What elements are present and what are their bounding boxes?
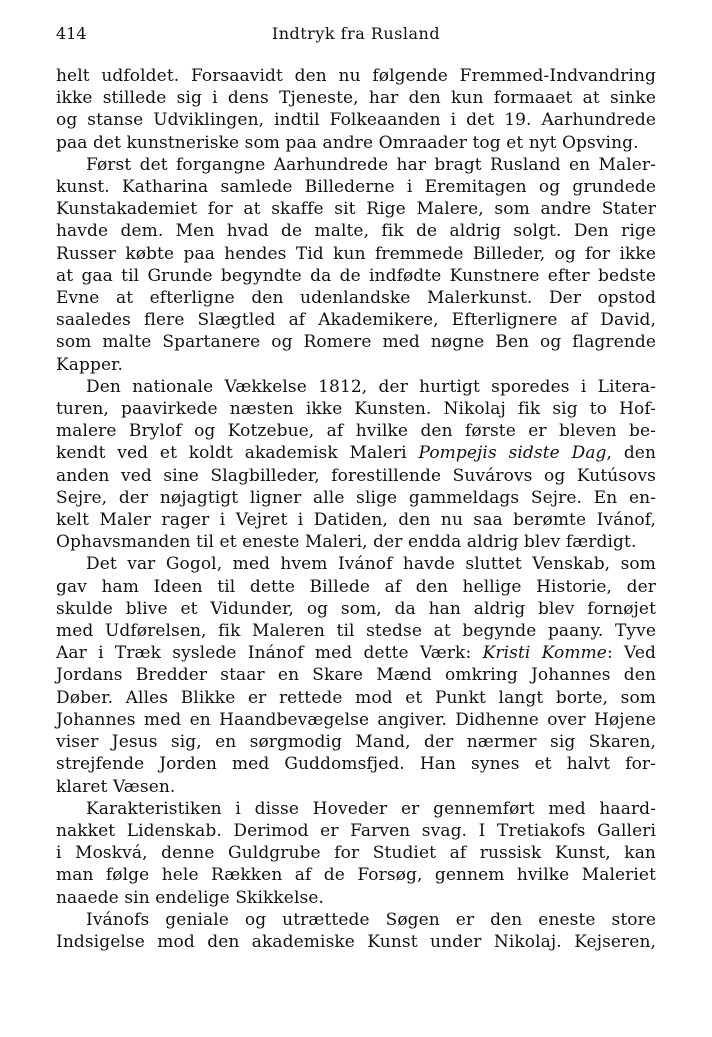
paragraph [56,154,656,376]
text-line: Det var Gogol, med hvem Ivánof havde sluttet Venskab, som [86,554,656,575]
running-title: Indtryk fra Rusland [271,24,441,43]
text-line: som malte Spartanere og Romere med nøgne Ben og flagrende [56,332,656,353]
text-line: viser Jesus sig, en sørgmodig Mand, der nærmer sig Skaren, [56,732,656,753]
text-line: Kapper. [56,354,124,375]
text-line: Døber. Alles Blikke er rettede mod et Punkt langt borte, som [56,687,656,708]
text-line: Ivánofs geniale og utrættede Søgen er den eneste store [86,909,656,930]
text-line: Johannes med en Haandbevægelse angiver. Didhenne over Højene [56,709,656,730]
paragraph [56,65,656,154]
text-line: ikke stillede sig i dens Tjeneste, har den kun formaaet at sinke [56,88,656,109]
text-line: Evne at efterligne den udenlandske Malerkunst. Der opstod [56,288,656,309]
text-line: Jordans Bredder staar en Skare Mænd omkring Johannes den [56,665,656,686]
text-line: i Moskvá, denne Guldgrube for Studiet af russisk Kunst, kan [56,843,656,864]
page-header [56,24,656,48]
text-line: strejfende Jorden med Guddomsfjed. Han synes et halvt for- [56,754,656,775]
text-line: med Udførelsen, fik Maleren til stedse at begynde paany. Tyve [56,621,656,642]
text-line: anden ved sine Slagbilleder, forestillende Suvárovs og Kutúsovs [56,465,656,486]
italic-title: Kristi Komme [482,643,607,664]
text-line: og stanse Udviklingen, indtil Folkeaanden i det 19. Aarhundrede [56,110,656,131]
text-line: kendt ved et koldt akademisk Maleri Pompejis sidste Dag, den [56,443,657,464]
text-line: saaledes flere Slægtled af Akademikere, Efterlignere af David, [56,310,656,331]
italic-title: Pompejis sidste Dag [418,443,607,464]
text-line: Kunstakademiet for at skaffe sit Rige Malere, som andre Stater [56,199,656,220]
text-line: Først det forgangne Aarhundrede har bragt Rusland en Maler- [86,154,656,175]
text-line: malere Brylof og Kotzebue, af hvilke den første er bleven be- [56,421,656,442]
text-line: Karakteristiken i disse Hoveder er gennemført med haard- [86,798,656,819]
text-line: nakket Lidenskab. Derimod er Farven svag. I Tretiakofs Galleri [56,820,656,841]
text-line: turen, paavirkede næsten ikke Kunsten. Nikolaj fik sig to Hof- [56,399,656,420]
text-line: Ophavsmanden til et eneste Maleri, der endda aldrig blev færdigt. [56,532,637,553]
paragraph [56,798,656,909]
text-line: Indsigelse mod den akademiske Kunst under Nikolaj. Kejseren, [56,931,656,952]
text-line: at gaa til Grunde begyndte da de indfødte Kunstnere efter bedste [56,265,656,286]
text-line: paa det kunstneriske som paa andre Omraader tog et nyt Opsving. [56,132,639,153]
text-line: skulde blive et Vidunder, og som, da han aldrig blev fornøjet [56,598,656,619]
text-line: naaede sin endelige Skikkelse. [56,887,324,908]
text-line: havde dem. Men hvad de malte, fik de aldrig solgt. Den rige [56,221,656,242]
text-line: Den nationale Vækkelse 1812, der hurtigt sporedes i Litera- [86,376,656,397]
text-line: helt udfoldet. Forsaavidt den nu følgende Fremmed-Indvandring [56,66,656,86]
text-line: klaret Væsen. [56,776,176,797]
page-number: 414 [56,24,87,43]
text-line: Sejre, der nøjagtigt ligner alle slige gammeldags Sejre. En en- [56,487,656,508]
paragraph [56,376,656,554]
body-text [56,65,656,953]
text-line: man følge hele Rækken af de Forsøg, gennem hvilke Maleriet [56,865,656,886]
text-line: gav ham Ideen til dette Billede af den hellige Historie, der [56,576,656,597]
text-line: kelt Maler rager i Vejret i Datiden, den nu saa berømte Ivánof, [56,510,656,531]
text-line: Russer købte paa hendes Tid kun fremmede Billeder, og for ikke [56,243,656,264]
text-line: Aar i Træk syslede Inánof med dette Værk: Kristi Komme: Ved [56,643,657,664]
paragraph [56,553,656,797]
text-line: kunst. Katharina samlede Billederne i Eremitagen og grundede [56,177,656,198]
paragraph [56,909,656,953]
